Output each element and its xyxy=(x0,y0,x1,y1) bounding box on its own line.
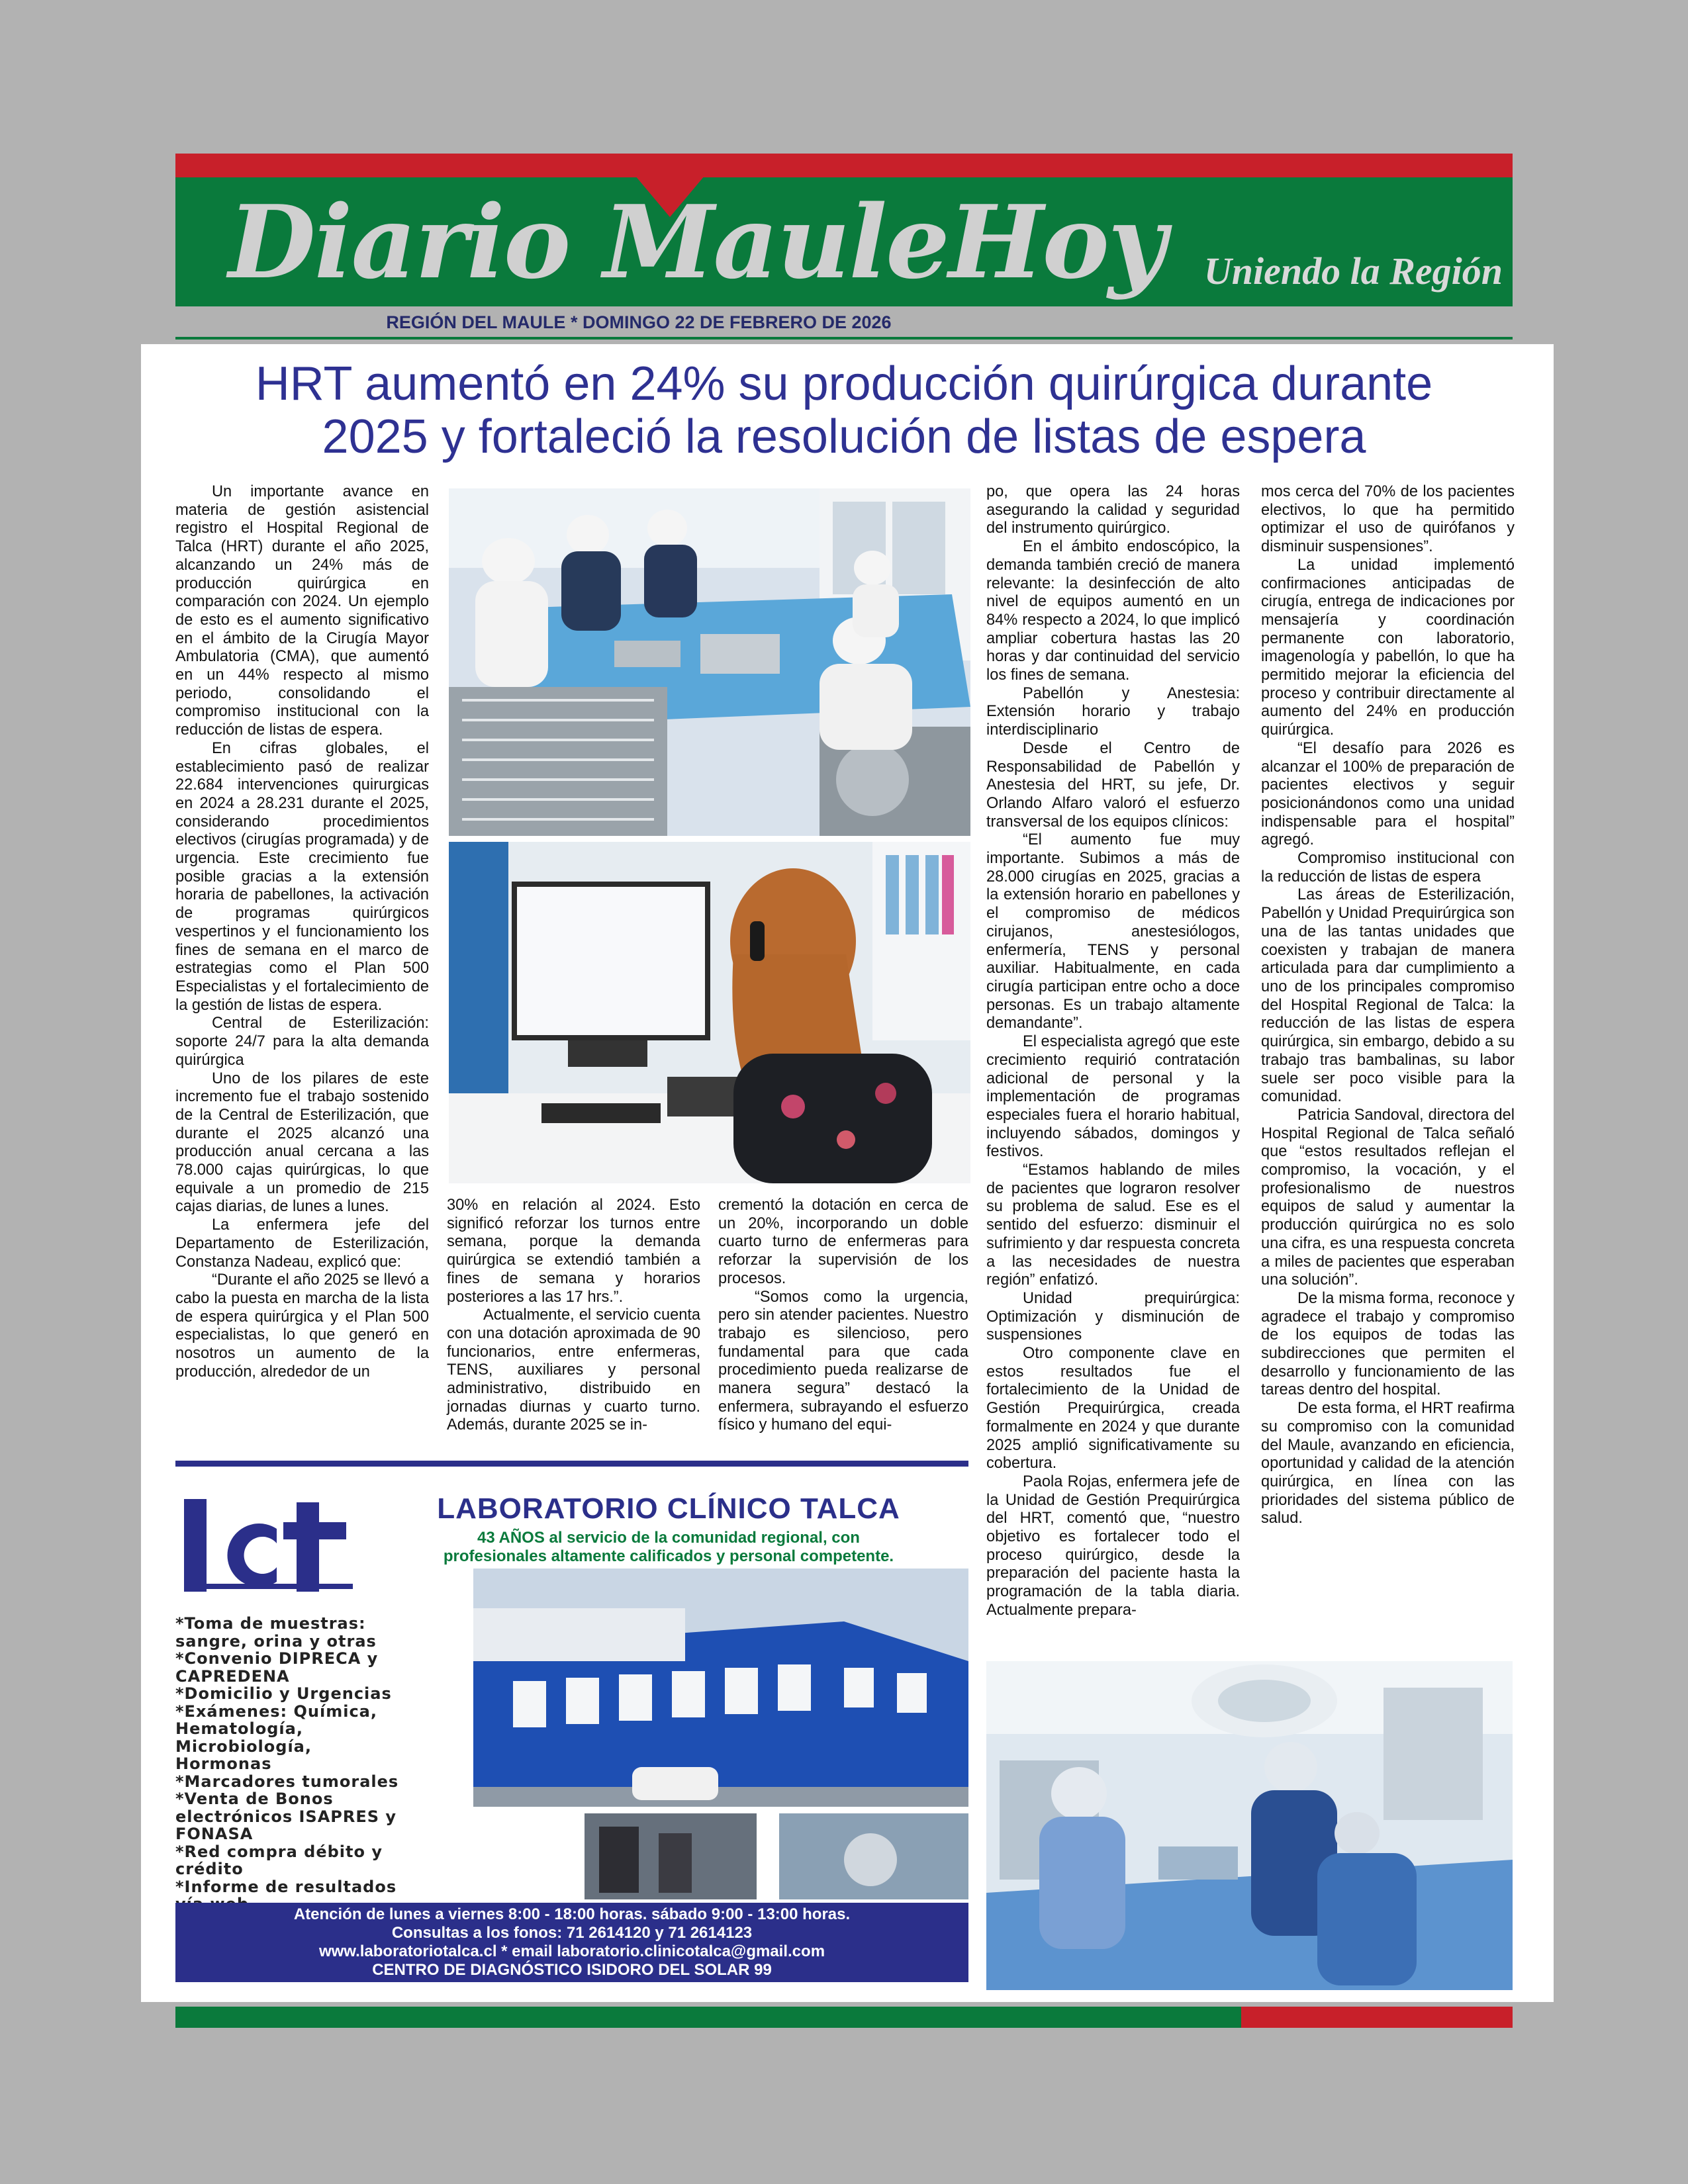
ad-service-item: *Convenio DIPRECA y CAPREDENA xyxy=(175,1649,379,1686)
ad-address: CENTRO DE DIAGNÓSTICO ISIDORO DEL SOLAR 99 xyxy=(372,1961,772,1979)
ad-services-list xyxy=(175,1615,414,1899)
ad-top-rule xyxy=(175,1461,968,1467)
paragraph: El especialista agregó que este crecimiento requirió contratación adicional de personal y la implementación de programas especiales fuera el horario habitual, incluyendo sábados, domingos y festivos. xyxy=(986,1033,1240,1161)
paragraph: De la misma forma, reconoce y agradece el trabajo y compromiso de los equipos de todas las subdirecciones que permiten el desarrollo y funcionamiento de las tareas dentro del hospital. xyxy=(1261,1289,1515,1399)
ad-web-email: www.laboratoriotalca.cl * email laboratorio.clinicotalca@gmail.com xyxy=(318,1942,825,1960)
ad-service-item: *Domicilio y Urgencias xyxy=(175,1684,392,1703)
paragraph: Patricia Sandoval, directora del Hospital Regional de Talca señaló que “estos resultados reflejan el compromiso, la vocación, y el profesionalismo de nuestros equipos de salud y aumentar la producción quirúrgica no es solo una cifra, es una respuesta concreta a miles de pacientes que esperaban una solución”. xyxy=(1261,1106,1515,1289)
ad-service-item: *Venta de Bonos electrónicos ISAPRES y FONASA xyxy=(175,1790,397,1843)
subheading: Central de Esterilización: soporte 24/7 para la alta demanda quirúrgica xyxy=(175,1015,429,1069)
paragraph: Las áreas de Esterilización, Pabellón y Unidad Prequirúrgica son una de las tantas unidades que coexisten y trabajan de manera articulada para dar cumplimiento a uno de los principales compromiso del Hospital Regional de Talca: la reducción de las listas de espera quirúrgica, sin embargo, debido a su trabajo tras bambalinas, su labor suele ser poco visible para la comunidad. xyxy=(1261,886,1515,1106)
paragraph: “Somos como la urgencia, pero sin atender pacientes. Nuestro trabajo es silencioso, pero fundamental para que cada procedimiento pueda realizarse de manera segura” destacó la enfermera, subrayando el esfuerzo físico y humano del equi- xyxy=(718,1288,968,1434)
paragraph: “El desafío para 2026 es alcanzar el 100% de preparación de pacientes electivos y seguir posicionándonos como una unidad indispensable para el hospital” agregó. xyxy=(1261,739,1515,849)
paragraph: De esta forma, el HRT reafirma su compromiso con la comunidad del Maule, avanzando en eficiencia, oportunidad y calidad de la atención quirúrgica, en línea con las prioridades del sistema público de salud. xyxy=(1261,1400,1515,1527)
paragraph: Otro componente clave en estos resultados fue el fortalecimiento de la Unidad de Gestión Prequirúrgica, creada formalmente en 2024 y que durante 2025 amplió significativamente su cobertura. xyxy=(986,1345,1240,1473)
photo-sterilization-staff xyxy=(449,488,970,836)
article-column-4 xyxy=(986,483,1240,1651)
ad-subtitle-line-2: profesionales altamente calificados y personal competente. xyxy=(443,1547,894,1565)
ad-service-item: *Informe de resultados xyxy=(175,1877,397,1896)
paragraph: po, que opera las 24 horas asegurando la calidad y seguridad del instrumento quirúrgico. xyxy=(986,483,1240,537)
paragraph: La enfermera jefe del Departamento de Esterilización, Constanza Nadeau, explicó que: xyxy=(175,1216,429,1271)
paragraph: En el ámbito endoscópico, la demanda también creció de manera relevante: la desinfección de alto nivel de equipos aumentó en un 84% respecto a 2024, lo que implicó ampliar cobertura hastas las 20 horas y dar continuidad del servicio los fines de semana. xyxy=(986,538,1240,684)
ad-building-photo xyxy=(407,1569,968,1899)
photo-operating-room xyxy=(986,1661,1513,1990)
paragraph: Actualmente, el servicio cuenta con una dotación aproximada de 90 funcionarios, entre enfermeras, TENS, auxiliares y personal administrativo, distribuido en jornadas diurnas y cuarto turno. Además, durante 2025 se in- xyxy=(447,1306,700,1434)
newspaper-tagline: Uniendo la Región xyxy=(1203,250,1503,293)
ad-hours: Atención de lunes a viernes 8:00 - 18:00 horas. sábado 9:00 - 13:00 horas. xyxy=(293,1905,851,1923)
subheading: Unidad prequirúrgica: Optimización y disminución de suspensiones xyxy=(986,1289,1240,1344)
lct-logo xyxy=(177,1492,359,1598)
footer-red-band xyxy=(1241,2007,1513,2028)
headline-line-1: HRT aumentó en 24% su producción quirúrgica durante xyxy=(255,357,1433,410)
paragraph: 30% en relación al 2024. Esto significó reforzar los turnos entre semana, porque la demanda quirúrgica se extendió también a fines de semana y horarios posteriores a las 17 hrs.”. xyxy=(447,1197,700,1306)
ad-title: LABORATORIO CLÍNICO TALCA xyxy=(437,1492,900,1525)
paragraph: En cifras globales, el establecimiento pasó de realizar 22.684 intervenciones quirurgicas en 2024 a 28.231 durante el 2025, considerando procedimientos electivos (cirugías programada) y de urgencia. Este crecimiento fue posible gracias a la extensión horaria de pabellones, la activación de programas quirúrgicos vespertinos y el funcionamiento los fines de semana en el marco de estrategias como el Plan 500 Especialistas y el fortalecimiento de la gestión de listas de espera. xyxy=(175,739,429,1014)
dateline: REGIÓN DEL MAULE * DOMINGO 22 DE FEBRERO DE 2026 xyxy=(386,312,892,332)
photo-receptionist-phone xyxy=(449,842,970,1183)
ad-subtitle-line-1: 43 AÑOS al servicio de la comunidad regional, con xyxy=(477,1529,860,1547)
paragraph: “Durante el año 2025 se llevó a cabo la puesta en marcha de la lista de espera quirúrgica y el Plan 500 especialistas, lo que generó en nosotros un aumento de la producción, alrededor de un xyxy=(175,1271,429,1381)
paragraph: Paola Rojas, enfermera jefe de la Unidad de Gestión Prequirúrgica del HRT, comentó que, “nuestro objetivo es fortalecer todo el proceso quirúrgico, desde la preparación del paciente hasta la programación de la tabla diaria. Actualmente prepara- xyxy=(986,1473,1240,1619)
ad-service-item: *Exámenes: Química, Hematología, Microbiología, Hormonas xyxy=(175,1702,377,1773)
article-column-1 xyxy=(175,483,429,1443)
paragraph: “Estamos hablando de miles de pacientes que lograron resolver su problema de salud. Ese es el sentido del esfuerzo: disminuir el sufrimiento y dar respuesta concreta a las necesidades de nuestra región” enfatizó. xyxy=(986,1161,1240,1289)
headline-line-2: 2025 y fortaleció la resolución de listas de espera xyxy=(322,410,1366,463)
ad-subtitle xyxy=(371,1529,966,1566)
article-column-3 xyxy=(718,1197,968,1443)
footer-green-band xyxy=(175,2007,1241,2028)
paragraph: Uno de los pilares de este incremento fue el trabajo sostenido de la Central de Esterilización, que durante el 2025 alcanzó una producción anual cercana a las 78.000 cajas quirúrgicas, lo que equivale a un promedio de 215 cajas diarias, de lunes a lunes. xyxy=(175,1069,429,1216)
subheading: Compromiso institucional con la reducción de listas de espera xyxy=(1261,850,1515,886)
ad-service-item: *Marcadores tumorales xyxy=(175,1772,399,1791)
newspaper-title: Diario MauleHoy xyxy=(228,183,1166,301)
ad-footer xyxy=(175,1903,968,1982)
masthead-rule xyxy=(175,337,1513,340)
paragraph: crementó la dotación en cerca de un 20%, incorporando un doble cuarto turno de enfermeras para reforzar la supervisión de los procesos. xyxy=(718,1197,968,1287)
paragraph: mos cerca del 70% de los pacientes electivos, lo que ha permitido optimizar el uso de quirófanos y disminuir suspensiones”. xyxy=(1261,483,1515,556)
masthead-red-band xyxy=(175,154,1513,179)
ad-service-item: *Toma de muestras: sangre, orina y otras xyxy=(175,1614,377,1651)
paragraph: “El aumento fue muy importante. Subimos a más de 28.000 cirugías en 2025, gracias a la extensión horario en pabellones y el compromiso de médicos cirujanos, anestesiólogos, enfermería, TENS y personal auxiliar. Habitualmente, en cada cirugía participan entre ocho a doce personas. Es un trabajo altamente demandante”. xyxy=(986,831,1240,1032)
article-headline xyxy=(165,357,1523,470)
ad-phones: Consultas a los fonos: 71 2614120 y 71 2614123 xyxy=(391,1924,753,1942)
subheading: Pabellón y Anestesia: Extensión horario y trabajo interdisciplinario xyxy=(986,684,1240,739)
ad-service-item: *Red compra débito y crédito xyxy=(175,1842,383,1878)
paragraph: La unidad implementó confirmaciones anticipadas de cirugía, entrega de indicaciones por mensajería y coordinación permanente con laboratorio, imagenología y pabellón, lo que ha permitido mejorar la eficiencia del proceso y contribuir directamente al aumento del 24% en producción quirúrgica. xyxy=(1261,556,1515,739)
paragraph: Un importante avance en materia de gestión asistencial registro el Hospital Regional de Talca (HRT) durante el año 2025, alcanzando un 24% más de producción quirúrgica en comparación con 2024. Un ejemplo de esto es el aumento significativo en el ámbito de la Cirugía Mayor Ambulatoria (CMA), que aumentó en un 44% respecto al mismo periodo, consolidando el compromiso institucional con la reducción de listas de espera. xyxy=(175,483,429,739)
paragraph: Desde el Centro de Responsabilidad de Pabellón y Anestesia del HRT, su jefe, Dr. Orlando Alfaro valoró el esfuerzo transversal de los equipos clínicos: xyxy=(986,739,1240,831)
article-column-2 xyxy=(447,1197,700,1443)
article-column-5 xyxy=(1261,483,1515,1655)
